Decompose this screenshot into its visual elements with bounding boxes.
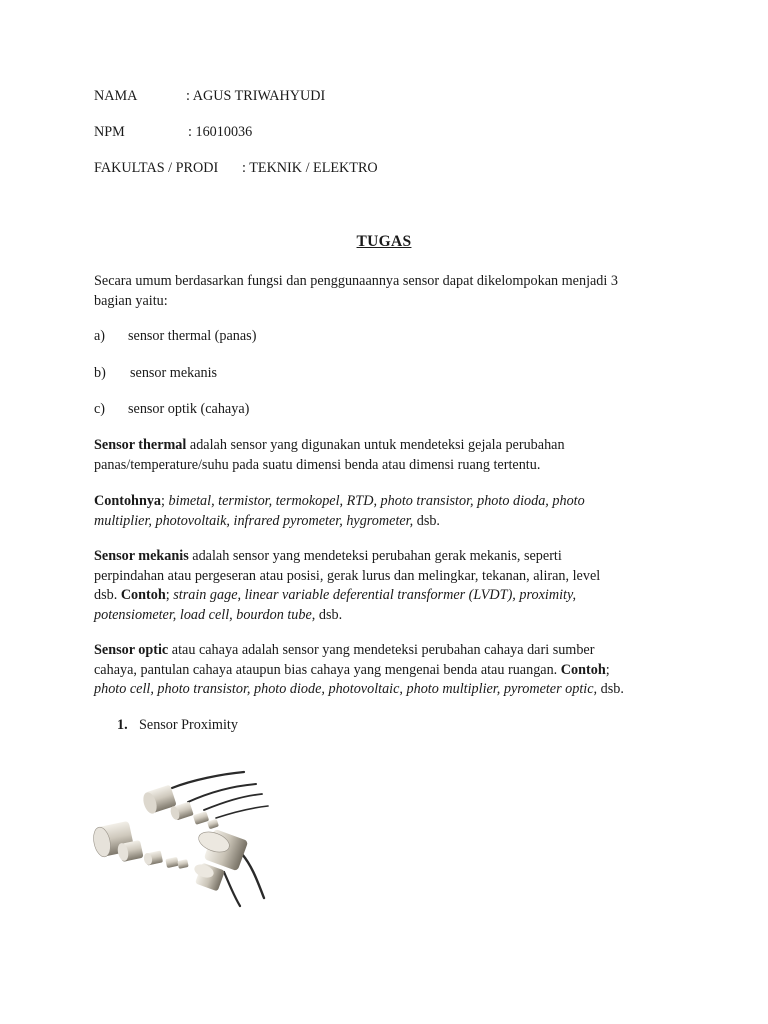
examples-italic: bimetal, termistor, termokopel, RTD, photo transistor, photo dioda, photo: [168, 493, 585, 509]
thermal-line: panas/temperature/suhu pada suatu dimensi benda atau dimensi ruang tertentu.: [94, 456, 541, 473]
thermal-examples-paragraph: [94, 492, 684, 531]
list-text: sensor optik (cahaya): [128, 401, 250, 417]
list-marker: 1.: [117, 717, 128, 733]
list-text: sensor thermal (panas): [128, 328, 257, 344]
page-title: TUGAS: [356, 233, 412, 250]
examples-line: [94, 492, 684, 512]
fakultas-value: : TEKNIK / ELEKTRO: [242, 160, 378, 176]
intro-line: Secara umum berdasarkan fungsi dan penggunaannya sensor dapat dikelompokan menjadi 3: [94, 273, 618, 289]
thermal-paragraph: [94, 436, 684, 475]
thermal-term: Sensor thermal: [94, 437, 187, 453]
fakultas-label: FAKULTAS / PRODI: [94, 160, 219, 176]
examples-term: Contohnya: [94, 493, 162, 509]
mekanis-term: Sensor mekanis: [94, 548, 189, 564]
mekanis-end: dsb.: [315, 606, 343, 623]
examples-end: dsb.: [413, 512, 440, 529]
mekanis-text: dsb.: [94, 587, 121, 603]
mekanis-line: [94, 547, 684, 567]
list-marker: a): [94, 328, 106, 344]
optic-line: [94, 641, 684, 661]
nama-label: NAMA: [94, 88, 138, 104]
mekanis-italic: LVDT: [473, 587, 508, 603]
mekanis-line: perpindahan atau pergeseran atau posisi, gerak lurus dan melingkar, tekanan, aliran, level: [94, 567, 601, 584]
list-marker: b): [94, 365, 106, 381]
examples-italic: multiplier, photovoltaik, infrared pyrometer, hygrometer,: [94, 512, 414, 529]
mekanis-line: [94, 606, 684, 626]
intro-paragraph: [94, 272, 684, 311]
thermal-text: adalah sensor yang digunakan untuk mendeteksi gejala perubahan: [186, 437, 565, 453]
list-text: Sensor Proximity: [139, 717, 238, 733]
nama-value: : AGUS TRIWAHYUDI: [186, 88, 326, 104]
optic-italic: photo cell, photo transistor, photo diode, photovoltaic, photo multiplier, pyrometer optic,: [94, 681, 598, 697]
optic-term: Sensor optic: [94, 642, 169, 658]
optic-line: [94, 680, 684, 700]
sensor-front-row: [92, 821, 189, 869]
mekanis-italic: ), proximity,: [507, 587, 577, 603]
mekanis-italic: strain gage, linear variable deferential transformer (: [173, 587, 474, 603]
optic-sep: ;: [605, 661, 610, 678]
examples-sep: ;: [161, 493, 169, 509]
optic-end: dsb.: [597, 681, 624, 697]
mekanis-line: [94, 586, 684, 606]
thermal-line: [94, 436, 684, 456]
mekanis-text: adalah sensor yang mendeteksi perubahan gerak mekanis, seperti: [188, 548, 562, 564]
optic-example-term: Contoh: [560, 661, 606, 678]
mekanis-example-term: Contoh: [120, 587, 166, 603]
optic-text: atau cahaya adalah sensor yang mendeteksi perubahan cahaya dari sumber: [168, 642, 595, 658]
mekanis-italic: potensiometer, load cell, bourdon tube,: [94, 606, 316, 623]
list-text: sensor mekanis: [130, 365, 218, 381]
proximity-sensors-image: [92, 762, 288, 910]
mekanis-paragraph: [94, 547, 684, 625]
sensor-large-group: [193, 828, 249, 891]
optic-paragraph: [94, 641, 684, 700]
mekanis-sep: ;: [165, 587, 174, 603]
optic-text: cahaya, pantulan cahaya ataupun bias cahaya yang mengenai benda atau ruangan.: [94, 661, 561, 678]
list-marker: c): [94, 401, 106, 417]
npm-label: NPM: [94, 124, 125, 140]
optic-line: [94, 661, 684, 681]
npm-value: : 16010036: [188, 124, 253, 140]
intro-line: bagian yaitu:: [94, 292, 168, 309]
sensor-back-row: [141, 785, 219, 830]
examples-line: [94, 512, 684, 532]
